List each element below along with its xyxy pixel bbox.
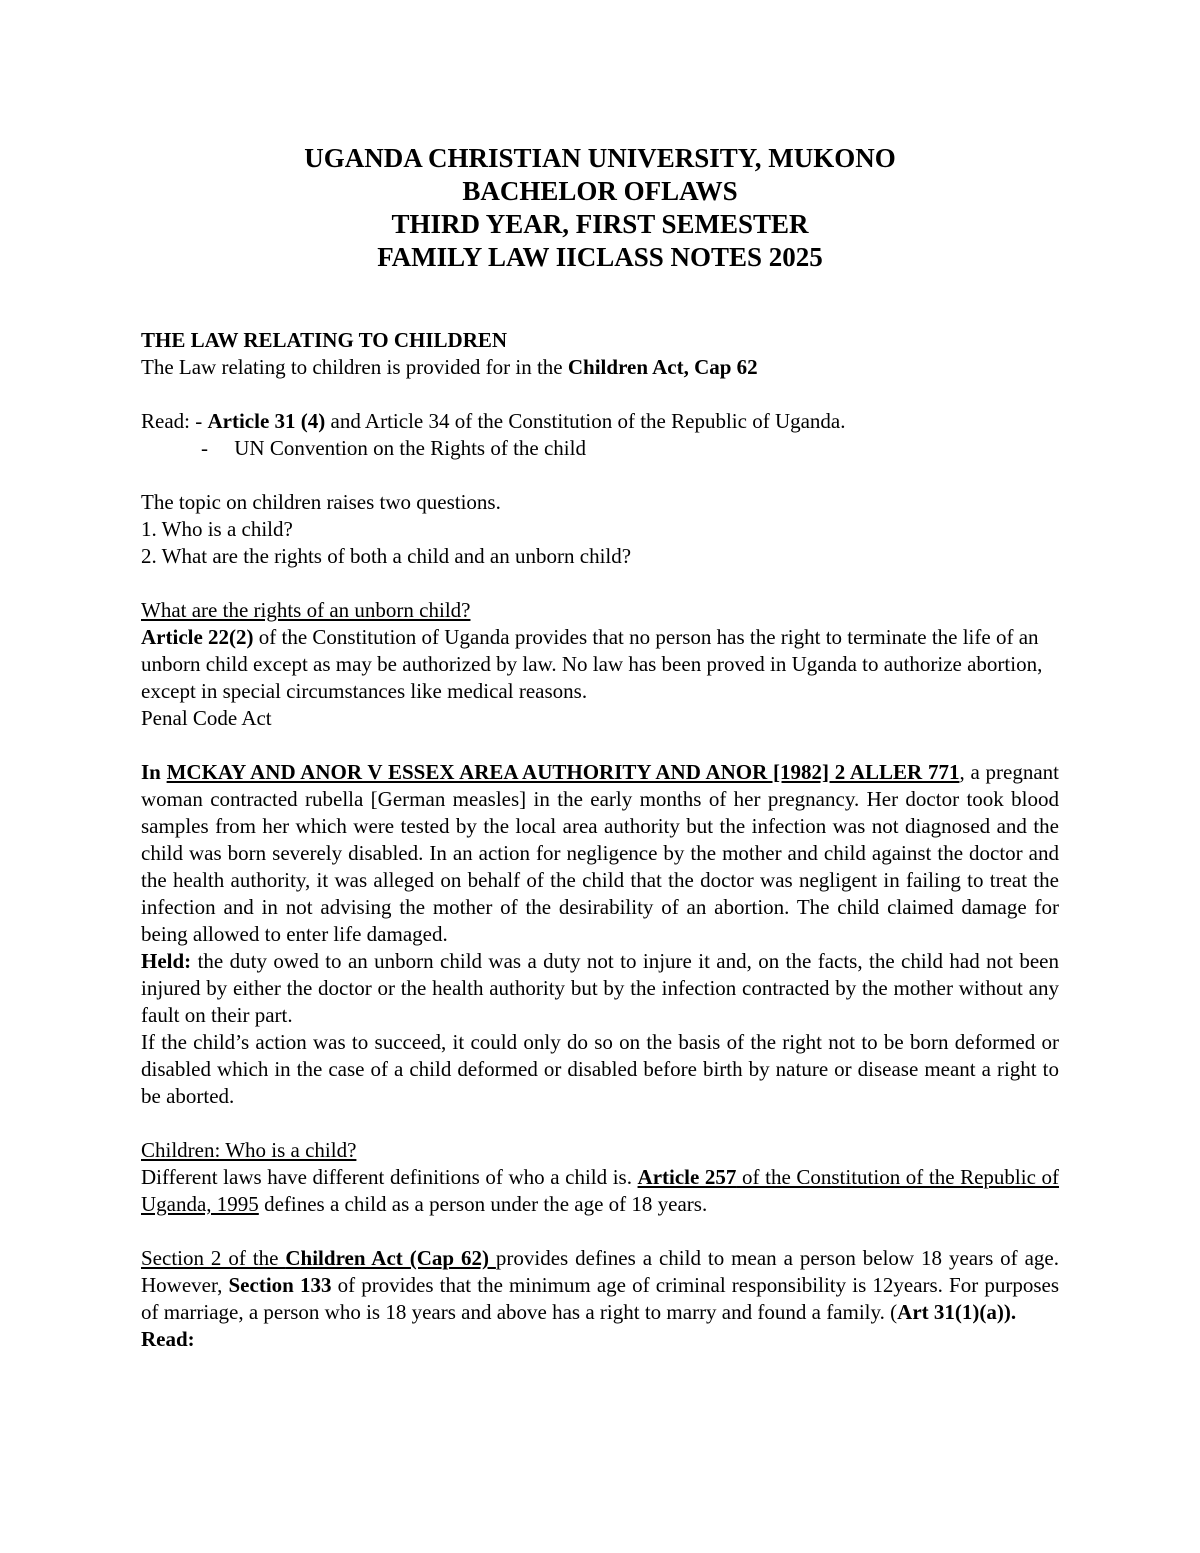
course-title: FAMILY LAW IICLASS NOTES 2025 <box>377 242 823 272</box>
question-1: 1. Who is a child? <box>141 517 293 541</box>
document-title <box>0 142 1200 274</box>
who-heading: Children: Who is a child? <box>141 1138 357 1162</box>
case-paragraph: In MCKAY AND ANOR V ESSEX AREA AUTHORITY AND ANOR [1982] 2 ALLER 771, a pregnant woman contracted rubella [German measles] in the early months of her pregnancy. Her doctor took blood samples from her which were tested by the local area authority but the infection was not diagnosed and the child was born severely disabled. In an action for negligence by the mother and child against the doctor and the health authority, it was alleged on behalf of the child that the doctor was negligent in failing to treat the infection and in not advising the mother of the desirability of an abortion. The child claimed damage for being allowed to enter life damaged. <box>141 760 1059 946</box>
year-semester: THIRD YEAR, FIRST SEMESTER <box>391 209 809 239</box>
degree-name: BACHELOR OFLAWS <box>462 176 738 206</box>
intro-paragraph: The Law relating to children is provided for in the Children Act, Cap 62 <box>141 355 758 379</box>
read-line: Read: - Article 31 (4) and Article 34 of the Constitution of the Republic of Uganda. <box>141 409 846 433</box>
section2-paragraph: Section 2 of the Children Act (Cap 62) provides defines a child to mean a person below 18 years of age. However, Section 133 of provides that the minimum age of criminal responsibility is 12years. For purposes of marriage, a person who is 18 years and above has a right to marry and found a family. (Art 31(1)(a)). <box>141 1246 1060 1324</box>
questions-intro: The topic on children raises two questions. <box>141 490 501 514</box>
read-list-item: - UN Convention on the Rights of the child <box>201 436 586 460</box>
document-body <box>141 327 1059 1353</box>
held-paragraph: Held: the duty owed to an unborn child was a duty not to injure it and, on the facts, the child had not been injured by either the doctor or the health authority but by the infection contracted by the mother without any fault on their part. <box>141 949 1059 1027</box>
university-name: UGANDA CHRISTIAN UNIVERSITY, MUKONO <box>304 143 896 173</box>
penal-code-line: Penal Code Act <box>141 706 272 730</box>
read-label: Read: <box>141 1327 195 1351</box>
section-heading: THE LAW RELATING TO CHILDREN <box>141 328 508 352</box>
who-paragraph: Different laws have different definitions of who a child is. Article 257 of the Constitution of the Republic of Uganda, 1995 defines a child as a person under the age of 18 years. <box>141 1165 1060 1216</box>
unborn-heading: What are the rights of an unborn child? <box>141 598 471 622</box>
case-citation: MCKAY AND ANOR V ESSEX AREA AUTHORITY AND ANOR [1982] 2 ALLER 771 <box>166 760 960 784</box>
question-2: 2. What are the rights of both a child and an unborn child? <box>141 544 632 568</box>
unborn-paragraph: Article 22(2) of the Constitution of Uganda provides that no person has the right to terminate the life of an unborn child except as may be authorized by law. No law has been proved in Uganda to authorize abortion, except in special circumstances like medical reasons. <box>141 625 1043 703</box>
further-paragraph: If the child’s action was to succeed, it could only do so on the basis of the right not to be born deformed or disabled which in the case of a child deformed or disabled before birth by nature or disease meant a right to be aborted. <box>141 1030 1059 1108</box>
